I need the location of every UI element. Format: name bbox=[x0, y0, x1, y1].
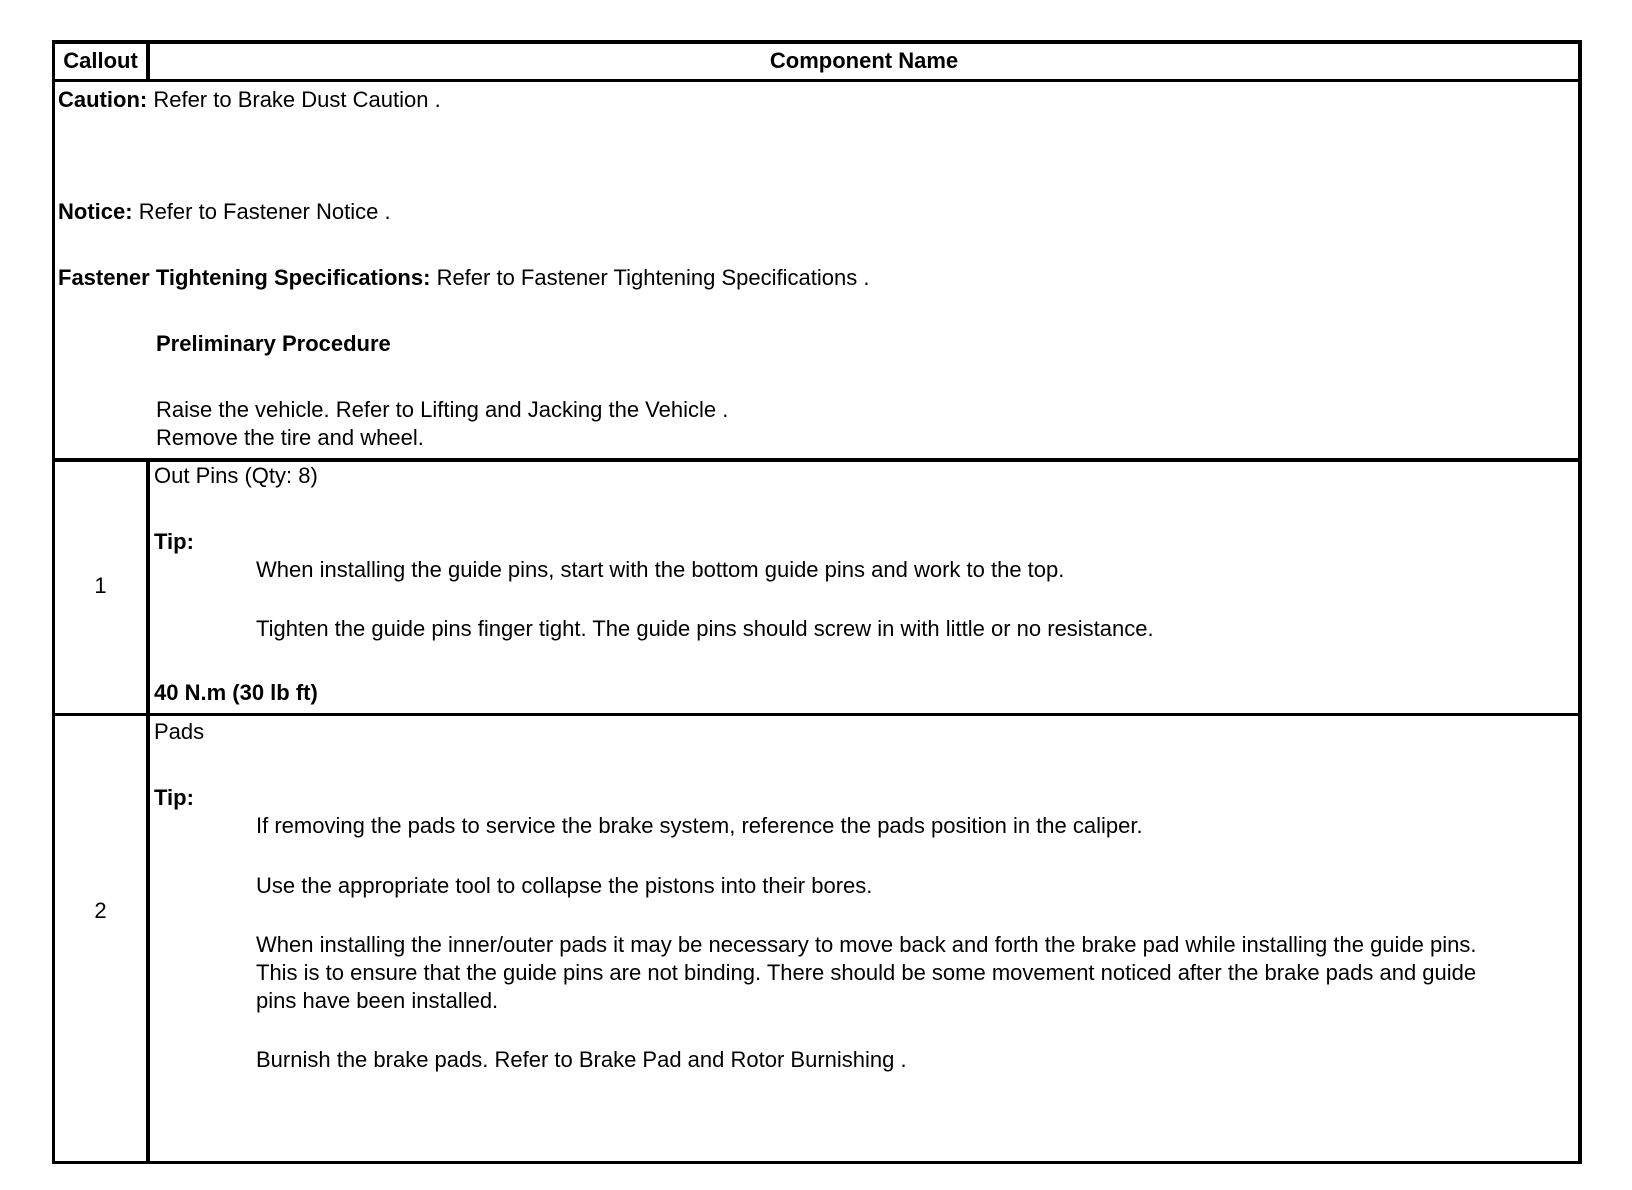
preliminary-procedure-title: Preliminary Procedure bbox=[156, 331, 391, 356]
caution-line bbox=[58, 86, 441, 114]
row-1-tip-1: When installing the guide pins, start with the bottom guide pins and work to the top. bbox=[256, 557, 1065, 582]
component-column-header: Component Name bbox=[769, 48, 959, 73]
row-1-bottom-divider bbox=[52, 713, 1582, 716]
tightening-spec-label: Fastener Tightening Specifications: bbox=[58, 265, 431, 290]
row-2-tip-2: Use the appropriate tool to collapse the pistons into their bores. bbox=[256, 873, 873, 898]
row-1-callout: 1 bbox=[94, 573, 107, 598]
notice-label: Notice: bbox=[58, 199, 133, 224]
row-1-component-name: Out Pins (Qty: 8) bbox=[154, 463, 318, 488]
procedure-step-raise-vehicle: Raise the vehicle. Refer to Lifting and Jacking the Vehicle . bbox=[156, 397, 729, 422]
caution-label: Caution: bbox=[58, 87, 148, 112]
callout-column-header: Callout bbox=[63, 48, 138, 73]
row-column-divider bbox=[146, 458, 150, 1164]
row-2-callout: 2 bbox=[94, 898, 107, 923]
row-2-component-name: Pads bbox=[154, 719, 205, 744]
row-1-tip-label: Tip: bbox=[154, 529, 194, 554]
caution-text: Refer to Brake Dust Caution . bbox=[153, 87, 441, 112]
procedure-step-remove-wheel: Remove the tire and wheel. bbox=[156, 425, 424, 450]
row-2-tip-1: If removing the pads to service the brake system, reference the pads position in the caliper. bbox=[256, 813, 1143, 838]
table-bottom-border bbox=[52, 1161, 1582, 1164]
row-2-tip-label: Tip: bbox=[154, 785, 194, 810]
notice-text: Refer to Fastener Notice . bbox=[138, 199, 391, 224]
row-1-tip-2: Tighten the guide pins finger tight. The guide pins should screw in with little or no resistance. bbox=[256, 616, 1154, 641]
row-2-tip-4: Burnish the brake pads. Refer to Brake Pad and Rotor Burnishing . bbox=[256, 1047, 907, 1072]
notice-line bbox=[58, 198, 391, 226]
component-table bbox=[52, 40, 1582, 1164]
tightening-spec-line bbox=[58, 264, 869, 292]
row-2-tip-3: When installing the inner/outer pads it may be necessary to move back and forth the brake pad while installing the guide pins. This is to ensure that the guide pins are not binding. There should be some movement noticed after the brake pads and guide pins have been installed. bbox=[256, 932, 1477, 1013]
row-1-torque: 40 N.m (30 lb ft) bbox=[154, 680, 318, 705]
table-right-border bbox=[1578, 40, 1582, 1164]
table-left-border bbox=[52, 40, 55, 1164]
tightening-spec-text: Refer to Fastener Tightening Specifications . bbox=[436, 265, 870, 290]
